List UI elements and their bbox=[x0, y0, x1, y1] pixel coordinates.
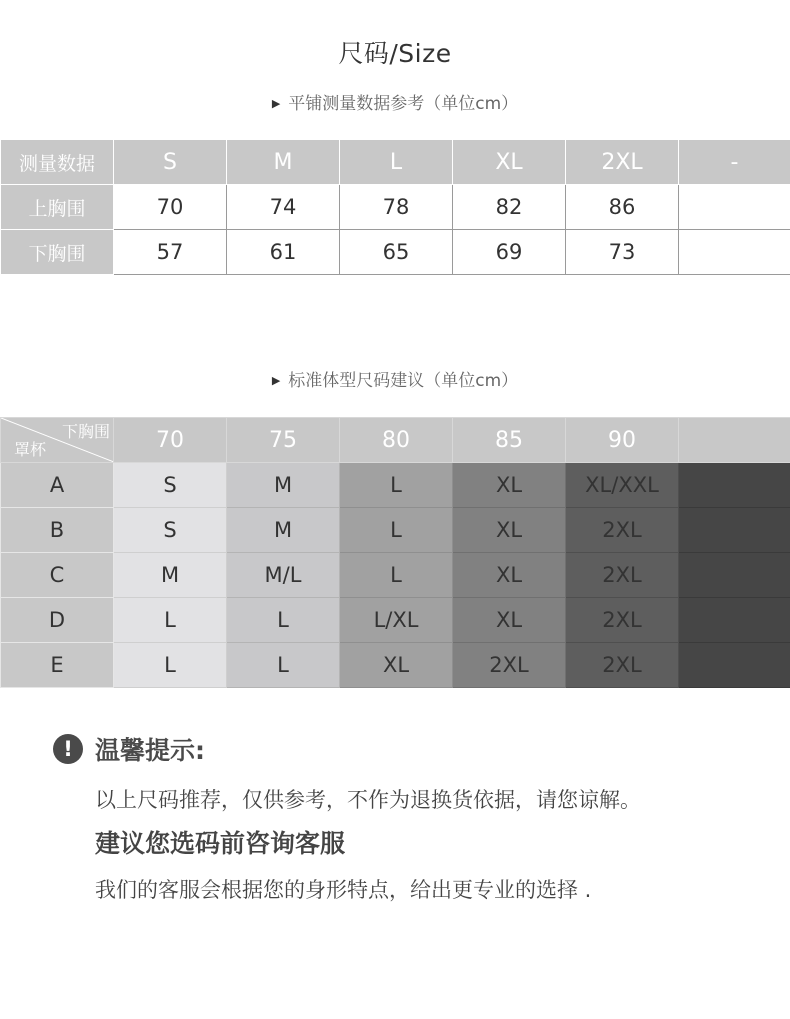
table-cell: L bbox=[114, 643, 227, 688]
table-cell: 2XL bbox=[566, 553, 679, 598]
table-cell: S bbox=[114, 463, 227, 508]
notice-header bbox=[53, 733, 205, 765]
header-cell: 75 bbox=[227, 418, 340, 463]
table-cell: XL bbox=[340, 643, 453, 688]
table-cell: XL bbox=[453, 553, 566, 598]
table-cell: 86 bbox=[566, 185, 679, 230]
table-cell: 61 bbox=[227, 230, 340, 275]
table-cell: L bbox=[340, 508, 453, 553]
measurement-table bbox=[0, 139, 790, 275]
table-cell: L/XL bbox=[340, 598, 453, 643]
table-cell: 2XL bbox=[566, 508, 679, 553]
table-cell bbox=[679, 598, 790, 643]
header-cell: 70 bbox=[114, 418, 227, 463]
header-cell: S bbox=[114, 140, 227, 185]
row-label: 下胸围 bbox=[1, 230, 114, 275]
table-cell: 78 bbox=[340, 185, 453, 230]
size-recommendation-table bbox=[0, 417, 790, 688]
row-label: A bbox=[1, 463, 114, 508]
table-cell: M bbox=[114, 553, 227, 598]
triangle-bullet-icon: ▶ bbox=[271, 97, 281, 110]
header-cell: - bbox=[679, 140, 790, 185]
table-cell: L bbox=[340, 553, 453, 598]
table-cell: 2XL bbox=[566, 598, 679, 643]
table-row bbox=[1, 553, 790, 598]
row-label: E bbox=[1, 643, 114, 688]
row-label: C bbox=[1, 553, 114, 598]
notice-line-2: 我们的客服会根据您的身形特点，给出更专业的选择 . bbox=[95, 878, 592, 902]
header-cell: 90 bbox=[566, 418, 679, 463]
notice-bold-line: 建议您选码前咨询客服 bbox=[95, 829, 346, 858]
corner-bottom-label: 罩杯 bbox=[14, 440, 47, 459]
table-cell: XL bbox=[453, 598, 566, 643]
table-row bbox=[1, 463, 790, 508]
header-cell: 2XL bbox=[566, 140, 679, 185]
table-cell: 65 bbox=[340, 230, 453, 275]
table-cell bbox=[679, 230, 790, 275]
table-row bbox=[1, 598, 790, 643]
table-cell bbox=[679, 508, 790, 553]
table-cell: L bbox=[227, 598, 340, 643]
notice-title: 温馨提示: bbox=[95, 736, 205, 765]
header-cell: 80 bbox=[340, 418, 453, 463]
recommendation-header-row bbox=[1, 418, 790, 463]
table-cell: 82 bbox=[453, 185, 566, 230]
recommendation-subtitle bbox=[0, 366, 790, 391]
table-cell: S bbox=[114, 508, 227, 553]
recommendation-subtitle-text: 标准体型尺码建议（单位cm） bbox=[288, 371, 519, 391]
table-row bbox=[1, 185, 790, 230]
table-cell: XL bbox=[453, 508, 566, 553]
table-row bbox=[1, 643, 790, 688]
page-title: 尺码/Size bbox=[338, 39, 452, 68]
header-cell bbox=[679, 418, 790, 463]
row-label: D bbox=[1, 598, 114, 643]
table-cell: 70 bbox=[114, 185, 227, 230]
exclamation-icon: ! bbox=[53, 734, 83, 764]
row-label: 上胸围 bbox=[1, 185, 114, 230]
table-cell: 57 bbox=[114, 230, 227, 275]
table-row bbox=[1, 230, 790, 275]
table-cell: M bbox=[227, 508, 340, 553]
triangle-bullet-icon: ▶ bbox=[271, 374, 281, 387]
table-cell: L bbox=[114, 598, 227, 643]
header-cell: L bbox=[340, 140, 453, 185]
table-cell bbox=[679, 643, 790, 688]
row-label: B bbox=[1, 508, 114, 553]
header-cell: XL bbox=[453, 140, 566, 185]
measurement-subtitle bbox=[0, 89, 790, 114]
table-cell: 73 bbox=[566, 230, 679, 275]
table-cell bbox=[679, 463, 790, 508]
table-cell: XL/XXL bbox=[566, 463, 679, 508]
table-cell bbox=[679, 185, 790, 230]
table-cell: 74 bbox=[227, 185, 340, 230]
table-cell: 69 bbox=[453, 230, 566, 275]
header-cell: M bbox=[227, 140, 340, 185]
table-cell: M/L bbox=[227, 553, 340, 598]
measurement-subtitle-text: 平铺测量数据参考（单位cm） bbox=[288, 94, 519, 114]
corner-cell bbox=[1, 418, 114, 463]
table-cell: M bbox=[227, 463, 340, 508]
notice-line-1: 以上尺码推荐，仅供参考，不作为退换货依据，请您谅解。 bbox=[95, 788, 641, 812]
measurement-header-row bbox=[1, 140, 790, 185]
corner-top-label: 下胸围 bbox=[61, 422, 110, 441]
table-cell: 2XL bbox=[453, 643, 566, 688]
table-cell: L bbox=[340, 463, 453, 508]
table-row bbox=[1, 508, 790, 553]
header-cell: 85 bbox=[453, 418, 566, 463]
header-cell: 测量数据 bbox=[1, 140, 114, 185]
table-cell: 2XL bbox=[566, 643, 679, 688]
table-cell: XL bbox=[453, 463, 566, 508]
table-cell bbox=[679, 553, 790, 598]
table-cell: L bbox=[227, 643, 340, 688]
